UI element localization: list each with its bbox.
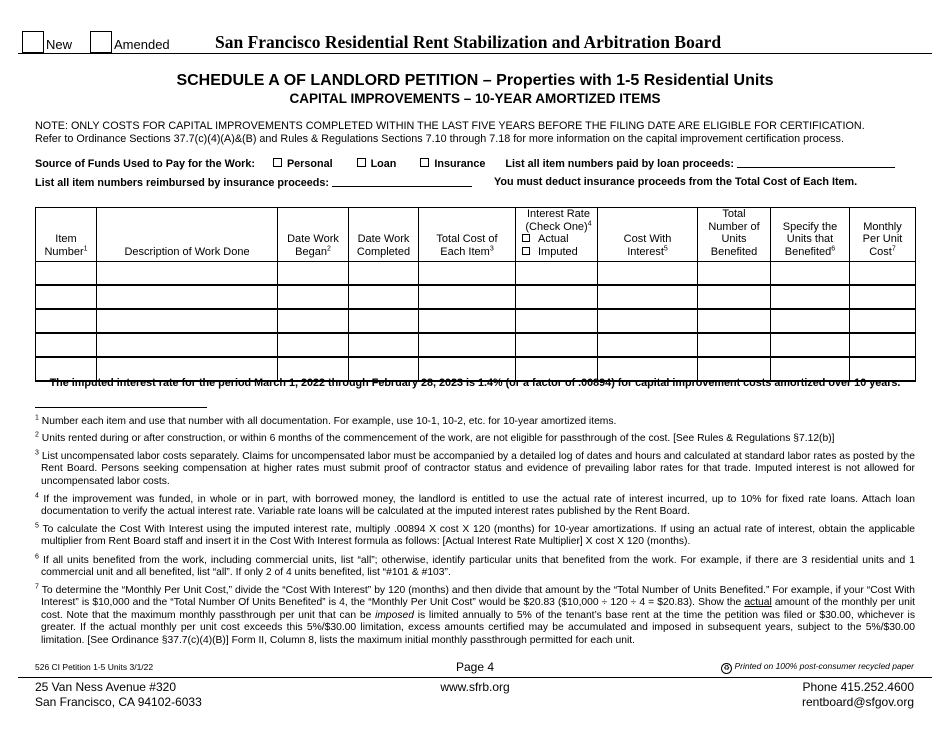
schedule-title: SCHEDULE A OF LANDLORD PETITION – Properties with 1-5 Residential Units bbox=[176, 72, 774, 89]
personal-label: Personal bbox=[286, 158, 333, 170]
imputed-rate-statement: The imputed interest rate for the period March 1, 2022 through February 28, 2023 is 1.4% (or a factor of .00894) for capital improvement costs amortized over 10 years. bbox=[49, 377, 901, 389]
footnote-6: $^6$ If all units benefited from the work, including commercial units, list “all”; otherwise, identify particular units that benefited from the work. For example, if there are 3 residential units and 1 commercial unit and all benefited, list “all”. If only 2 of 4 units benefited, list “#101 & #103”. bbox=[35, 553, 915, 579]
col-total-cost: Total Cost of Each Item$^3$ bbox=[419, 208, 516, 262]
table-cell[interactable] bbox=[349, 285, 419, 309]
imputed-rate-checkbox[interactable] bbox=[522, 247, 530, 255]
table-cell[interactable] bbox=[278, 309, 349, 333]
table-cell[interactable] bbox=[850, 285, 916, 309]
table-cell[interactable] bbox=[419, 333, 516, 357]
insurance-label: Insurance bbox=[434, 158, 486, 170]
col-description: Description of Work Done bbox=[97, 208, 278, 262]
website-link[interactable]: www.sfrb.org bbox=[440, 680, 510, 694]
insurance-items-field[interactable] bbox=[332, 176, 472, 187]
table-header-row bbox=[36, 208, 916, 262]
footnote-2: $^2$ Units rented during or after construction, or within 6 months of the commencement of the work, are not eligible for passthrough of the cost. [See Rules & Regulations §7.12(b)] bbox=[35, 431, 835, 444]
board-name: San Francisco Residential Rent Stabilization and Arbitration Board bbox=[215, 32, 722, 52]
table-cell[interactable] bbox=[349, 309, 419, 333]
table-cell[interactable] bbox=[698, 309, 771, 333]
table-cell[interactable] bbox=[36, 309, 97, 333]
table-cell[interactable] bbox=[516, 309, 598, 333]
table-cell[interactable] bbox=[97, 285, 278, 309]
schedule-subtitle: CAPITAL IMPROVEMENTS – 10-YEAR AMORTIZED ITEMS bbox=[289, 91, 661, 106]
table-cell[interactable] bbox=[698, 262, 771, 286]
address-line2: San Francisco, CA 94102-6033 bbox=[35, 695, 202, 709]
table-cell[interactable] bbox=[419, 285, 516, 309]
col-interest-rate: Interest Rate (Check One)$^4$ Actual Imputed bbox=[516, 208, 598, 262]
insurance-checkbox[interactable] bbox=[420, 158, 429, 167]
table-cell[interactable] bbox=[36, 262, 97, 286]
table-row bbox=[36, 333, 916, 357]
table-cell[interactable] bbox=[598, 309, 698, 333]
loan-label: Loan bbox=[370, 158, 397, 170]
col-cost-with-interest: Cost With Interest$^5$ bbox=[598, 208, 698, 262]
eligibility-note-line2: Refer to Ordinance Sections 37.7(c)(4)(A)&(B) and Rules & Regulations Sections 7.10 through 7.18 for more information on the capital improvement certification process. bbox=[35, 133, 844, 145]
table-cell[interactable] bbox=[278, 333, 349, 357]
amended-label: Amended bbox=[114, 37, 170, 52]
table-cell[interactable] bbox=[278, 285, 349, 309]
funds-label: Source of Funds Used to Pay for the Work: bbox=[35, 158, 255, 170]
contact-block bbox=[802, 680, 914, 710]
table-row bbox=[36, 285, 916, 309]
table-cell[interactable] bbox=[516, 285, 598, 309]
form-id: 526 CI Petition 1-5 Units 3/1/22 bbox=[35, 662, 154, 672]
eligibility-note bbox=[35, 120, 935, 146]
amended-checkbox[interactable] bbox=[90, 31, 112, 53]
table-cell[interactable] bbox=[516, 333, 598, 357]
address-line1: 25 Van Ness Avenue #320 bbox=[35, 680, 176, 694]
recycle-icon: ♻ bbox=[721, 663, 732, 674]
header-rule bbox=[18, 53, 932, 54]
footnote-rule bbox=[35, 407, 207, 408]
new-checkbox[interactable] bbox=[22, 31, 44, 53]
funds-row bbox=[35, 157, 895, 170]
recycled-note: ♻ Printed on 100% post-consumer recycled paper bbox=[721, 661, 914, 674]
col-date-began: Date Work Began$^2$ bbox=[278, 208, 349, 262]
table-cell[interactable] bbox=[349, 262, 419, 286]
insurance-row bbox=[35, 176, 472, 189]
table-cell[interactable] bbox=[598, 285, 698, 309]
table-cell[interactable] bbox=[419, 309, 516, 333]
col-item-number: Item Number$^1$ bbox=[36, 208, 97, 262]
loan-checkbox[interactable] bbox=[357, 158, 366, 167]
personal-checkbox[interactable] bbox=[273, 158, 282, 167]
new-label: New bbox=[46, 37, 73, 52]
page-number: Page 4 bbox=[455, 660, 495, 674]
footer-rule bbox=[18, 677, 932, 678]
table-cell[interactable] bbox=[698, 285, 771, 309]
table-row bbox=[36, 262, 916, 286]
improvements-table bbox=[35, 207, 916, 382]
table-cell[interactable] bbox=[419, 262, 516, 286]
col-specify-units: Specify the Units that Benefited$^6$ bbox=[771, 208, 850, 262]
footnote-5: $^5$ To calculate the Cost With Interest using the imputed interest rate, multiply .00894 X cost X 120 (months) for 10-year amortizations. If using an actual rate of interest, obtain the applicable multiplier from Rent Board staff and insert it in the Cost With Interest formula as follows: [Actual Interest Rate Multiplier] X cost X 120 (months). bbox=[35, 522, 915, 548]
footnote-4: $^4$ If the improvement was funded, in whole or in part, with borrowed money, the landlord is entitled to use the actual rate of interest incurred, up to 10% for fixed rate loans. Attach loan documentation to verify the actual interest rate. Variable rate loans will be calculated at the imputed interest rates published by the Rent Board. bbox=[35, 492, 915, 518]
footnote-7: $^7$ To determine the “Monthly Per Unit Cost,” divide the “Cost With Interest” by 120 (months) and then divide that amount by the “Total Number of Units Benefited.” For example, if your “Cost With Interest” is $10,000 and the “Total Number Of Units Benefited” is 4, the “Monthly Per Unit Cost” would be $20.83 ($10,000 ÷ 120 ÷ 4 = $20.83). Show the actual amount of the monthly per unit cost. Note that the maximum monthly passthrough per unit that can be imposed is limited annually to 5% of the tenant’s base rent at the time the petition was filed or $30.00, whichever is greater. If the actual monthly per unit cost exceeds this 5%/$30.00 limitation, excess amounts certified may be accumulated and imposed in subsequent years, subject to the 5%/$30.00 limitation. [See Ordinance §37.7(c)(4)(B)] Form II, Column 8, lists the maximum initial monthly passthrough permitted for each unit. bbox=[35, 583, 915, 646]
table-cell[interactable] bbox=[349, 333, 419, 357]
insurance-items-label: List all item numbers reimbursed by insurance proceeds: bbox=[35, 177, 330, 189]
table-row bbox=[36, 309, 916, 333]
table-cell[interactable] bbox=[97, 309, 278, 333]
footnote-1: $^1$ Number each item and use that number with all documentation. For example, use 10-1, 10-2, etc. for 10-year amortized items. bbox=[35, 414, 617, 427]
table-cell[interactable] bbox=[771, 309, 850, 333]
loan-items-label: List all item numbers paid by loan proceeds: bbox=[505, 158, 734, 170]
deduct-note: You must deduct insurance proceeds from the Total Cost of Each Item. bbox=[494, 176, 858, 188]
actual-rate-checkbox[interactable] bbox=[522, 234, 530, 242]
table-cell[interactable] bbox=[771, 262, 850, 286]
col-date-completed: Date Work Completed bbox=[349, 208, 419, 262]
table-cell[interactable] bbox=[36, 333, 97, 357]
table-cell[interactable] bbox=[771, 333, 850, 357]
table-cell[interactable] bbox=[516, 262, 598, 286]
col-monthly-cost: Monthly Per Unit Cost$^7$ bbox=[850, 208, 916, 262]
email-link[interactable]: rentboard@sfgov.org bbox=[801, 695, 914, 709]
table-cell[interactable] bbox=[278, 262, 349, 286]
table-cell[interactable] bbox=[598, 262, 698, 286]
footnote-3: $^3$ List uncompensated labor costs separately. Claims for uncompensated labor must be accompanied by a detailed log of dates and hours and calculated at standard labor rates as posted by the Rent Board. Persons seeking compensation at higher rates must submit proof of contractor status and evidence of prevailing labor rates for that trade. Imputed interest is not allowed for uncompensated labor costs. bbox=[35, 449, 915, 487]
eligibility-note-line1: NOTE: ONLY COSTS FOR CAPITAL IMPROVEMENTS COMPLETED WITHIN THE LAST FIVE YEARS BEFORE THE FILING DATE ARE ELIGIBLE FOR CERTIFICATION. bbox=[35, 120, 865, 132]
table-cell[interactable] bbox=[97, 262, 278, 286]
table-cell[interactable] bbox=[850, 309, 916, 333]
table-cell[interactable] bbox=[97, 333, 278, 357]
table-cell[interactable] bbox=[850, 333, 916, 357]
table-cell[interactable] bbox=[698, 333, 771, 357]
table-cell[interactable] bbox=[850, 262, 916, 286]
col-units-benefited: Total Number of Units Benefited bbox=[698, 208, 771, 262]
phone-number: Phone 415.252.4600 bbox=[802, 680, 914, 694]
table-cell[interactable] bbox=[771, 285, 850, 309]
loan-items-field[interactable] bbox=[737, 157, 895, 168]
table-cell[interactable] bbox=[36, 285, 97, 309]
table-cell[interactable] bbox=[598, 333, 698, 357]
